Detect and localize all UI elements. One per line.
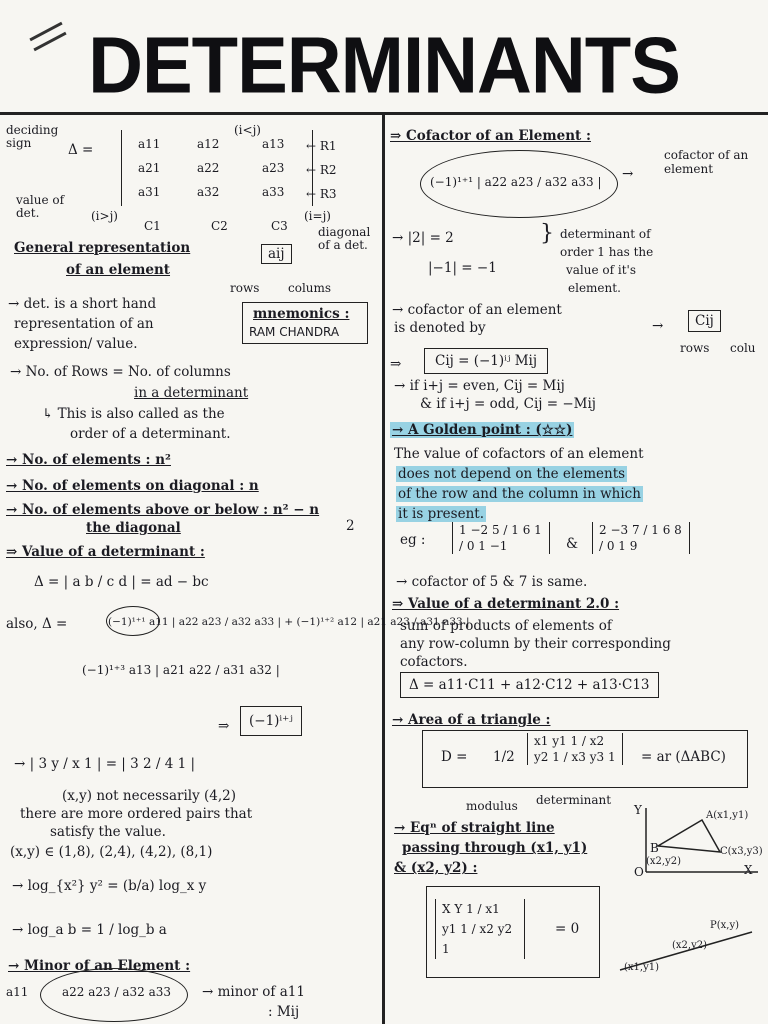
pt-y: Y (634, 803, 642, 817)
eg-matrix-1: 1 −2 5 / 1 6 1 / 0 1 −1 (452, 522, 550, 554)
more-pairs: there are more ordered pairs that (20, 806, 253, 822)
col-label-3: C3 (271, 219, 288, 233)
log-identity-1: → log_{x²} y² = (b/a) log_x y (12, 878, 207, 894)
denoted-arrow: → (652, 318, 664, 334)
pt-b: B (650, 841, 659, 855)
even-rule: → if i+j = even, Cij = Mij (394, 378, 565, 394)
general-rep-heading-2: of an element (66, 262, 171, 278)
i-gt-j-label: (i>j) (91, 209, 118, 223)
det-short-2: representation of an (14, 316, 154, 332)
cij-formula: Cij = (−1)ⁱʲ Mij (424, 348, 548, 374)
value2-2: any row-column by their corresponding (400, 636, 671, 652)
matrix-cell: a11 (138, 137, 161, 151)
pt-o: O (634, 865, 644, 879)
minor-mij: : Mij (268, 1004, 300, 1020)
expansion-2: (−1)¹⁺³ a13 | a21 a22 / a31 a32 | (82, 663, 280, 677)
area-eq: = ar (ΔABC) (641, 749, 726, 765)
aij-box: aij (261, 244, 292, 264)
order-1: ↳ This is also called as the (42, 406, 225, 422)
pt-l2: (x2,y2) (672, 940, 707, 951)
line-box (426, 886, 600, 978)
row-label-2: ← R2 (306, 163, 337, 177)
minor-a11: a11 (6, 985, 29, 999)
delta-label: Δ = (68, 142, 94, 158)
colu-label: colu (730, 341, 756, 355)
det-order1-2: order 1 has the (560, 245, 654, 259)
pt-b2: (x2,y2) (646, 856, 681, 867)
golden-text-2: does not depend on the elements (398, 466, 626, 482)
value-of-det: value of det. (16, 193, 65, 220)
pt-p: P(x,y) (710, 920, 739, 931)
matrix-cell: a22 (197, 161, 220, 175)
minor-heading: → Minor of an Element : (8, 958, 191, 974)
log-identity-2: → log_a b = 1 / log_b a (12, 922, 167, 938)
eg-and: & (566, 536, 579, 552)
pt-x: X (744, 863, 753, 877)
eg-label: eg : (400, 532, 426, 548)
rows-label: rows (230, 281, 260, 295)
determinant-label: determinant (536, 793, 612, 807)
column-divider (382, 114, 385, 1024)
sign-box: (−1)ⁱ⁺ʲ (240, 706, 302, 736)
cofactor-label: cofactor of an element (664, 148, 749, 176)
line-heading-3: & (x2, y2) : (394, 860, 478, 876)
value2-heading: ⇒ Value of a determinant 2.0 : (392, 596, 620, 612)
i-eq-j-label: (i=j) (304, 209, 331, 223)
modulus-label: modulus (466, 799, 518, 813)
matrix-cell: a21 (138, 161, 161, 175)
abs-1: → |2| = 2 (392, 230, 454, 246)
det-order1-1: determinant of (560, 227, 651, 241)
formula-arrow: ⇒ (390, 356, 402, 372)
diagonal-label: diagonal of a det. (318, 225, 371, 252)
rows-label: rows (680, 341, 710, 355)
mnemonics-title: mnemonics : (253, 306, 350, 322)
pt-a: A(x1,y1) (706, 810, 749, 821)
cofactor-expr: (−1)¹⁺¹ | a22 a23 / a32 a33 | (430, 175, 602, 189)
brace: } (540, 221, 554, 246)
i-lt-j-label: (i<j) (234, 123, 261, 137)
above-below-2: the diagonal (86, 520, 181, 536)
satisfy: satisfy the value. (50, 824, 166, 840)
golden-text-1: The value of cofactors of an element (394, 446, 644, 462)
eg-matrix-2: 2 −3 7 / 1 6 8 / 0 1 9 (592, 522, 690, 554)
value2-3: cofactors. (400, 654, 468, 670)
col-label-1: C1 (144, 219, 161, 233)
matrix-cell: a33 (262, 185, 285, 199)
line-heading-1: → Eqⁿ of straight line (394, 820, 555, 836)
det-order1-3: value of it's (566, 263, 637, 277)
pairs: (x,y) ∈ (1,8), (2,4), (4,2), (8,1) (10, 844, 213, 860)
line-heading-2: passing through (x1, y1) (402, 840, 588, 856)
denoted-1: → cofactor of an element (392, 302, 562, 318)
value-heading: ⇒ Value of a determinant : (6, 544, 205, 560)
det-short-3: expression/ value. (14, 336, 138, 352)
above-below-den: 2 (346, 518, 355, 534)
cofactor-heading: ⇒ Cofactor of an Element : (390, 128, 591, 144)
rows-cols-2: in a determinant (134, 385, 249, 401)
cij-box: Cij (688, 310, 721, 332)
deciding-sign: deciding sign (6, 123, 59, 150)
area-matrix: x1 y1 1 / x2 y2 1 / x3 y3 1 (527, 733, 623, 765)
area-d: D = (441, 749, 468, 765)
area-half: 1/2 (493, 749, 515, 765)
not-necessarily: (x,y) not necessarily (4,2) (62, 788, 237, 804)
minor-of: → minor of a11 (202, 984, 305, 1000)
same-cofactor: → cofactor of 5 & 7 is same. (396, 574, 588, 590)
det-order1-4: element. (568, 281, 621, 295)
row-label-3: ← R3 (306, 187, 337, 201)
abs-2: |−1| = −1 (428, 260, 497, 276)
pt-l1: (x1,y1) (624, 962, 659, 973)
golden-text-4: it is present. (398, 506, 484, 522)
matrix-cell: a13 (262, 137, 285, 151)
golden-text-3: of the row and the column in which (398, 486, 641, 502)
no-elements: → No. of elements : n² (6, 452, 171, 468)
on-diagonal: → No. of elements on diagonal : n (6, 478, 259, 494)
minor-matrix: a22 a23 / a32 a33 (62, 985, 171, 999)
value2-formula: Δ = a11·C11 + a12·C12 + a13·C13 (400, 672, 659, 698)
golden-heading: → A Golden point : (☆☆) (392, 422, 573, 438)
odd-rule: & if i+j = odd, Cij = −Mij (420, 396, 596, 412)
matrix-cell: a31 (138, 185, 161, 199)
area-box (422, 730, 748, 788)
denoted-2: is denoted by (394, 320, 486, 336)
row-label-1: ← R1 (306, 139, 337, 153)
general-rep-heading: General representation (14, 240, 191, 256)
value2-1: sum of products of elements of (400, 618, 612, 634)
det-short-1: → det. is a short hand (8, 296, 157, 312)
rows-cols-1: → No. of Rows = No. of columns (10, 364, 231, 380)
expansion-1: (−1)¹⁺¹ a11 | a22 a23 / a32 a33 | + (−1)¹⁺² a12 | a21 a23 / a31 a33 | (108, 616, 470, 628)
colums-label: colums (288, 281, 332, 295)
also-label: also, Δ = (6, 616, 68, 632)
order-2: order of a determinant. (70, 426, 231, 442)
line-eq: = 0 (555, 921, 580, 937)
line-matrix: X Y 1 / x1 y1 1 / x2 y2 1 (435, 899, 525, 959)
two-by-two: Δ = | a b / c d | = ad − bc (34, 574, 209, 590)
mnemonics-text: RAM CHANDRA (249, 325, 340, 339)
arrow-right: ⇒ (218, 718, 230, 734)
general-matrix (121, 130, 313, 206)
pt-c: C(x3,y3) (720, 846, 763, 857)
area-heading: → Area of a triangle : (392, 712, 551, 728)
mnemonics-box (242, 302, 368, 344)
col-label-2: C2 (211, 219, 228, 233)
page-title: DETERMINANTS (88, 20, 680, 111)
matrix-cell: a12 (197, 137, 220, 151)
cofactor-arrow: → (622, 166, 634, 182)
above-below: → No. of elements above or below : n² − n (6, 502, 320, 518)
matrix-cell: a23 (262, 161, 285, 175)
example-eq: → | 3 y / x 1 | = | 3 2 / 4 1 | (14, 756, 196, 772)
matrix-cell: a32 (197, 185, 220, 199)
